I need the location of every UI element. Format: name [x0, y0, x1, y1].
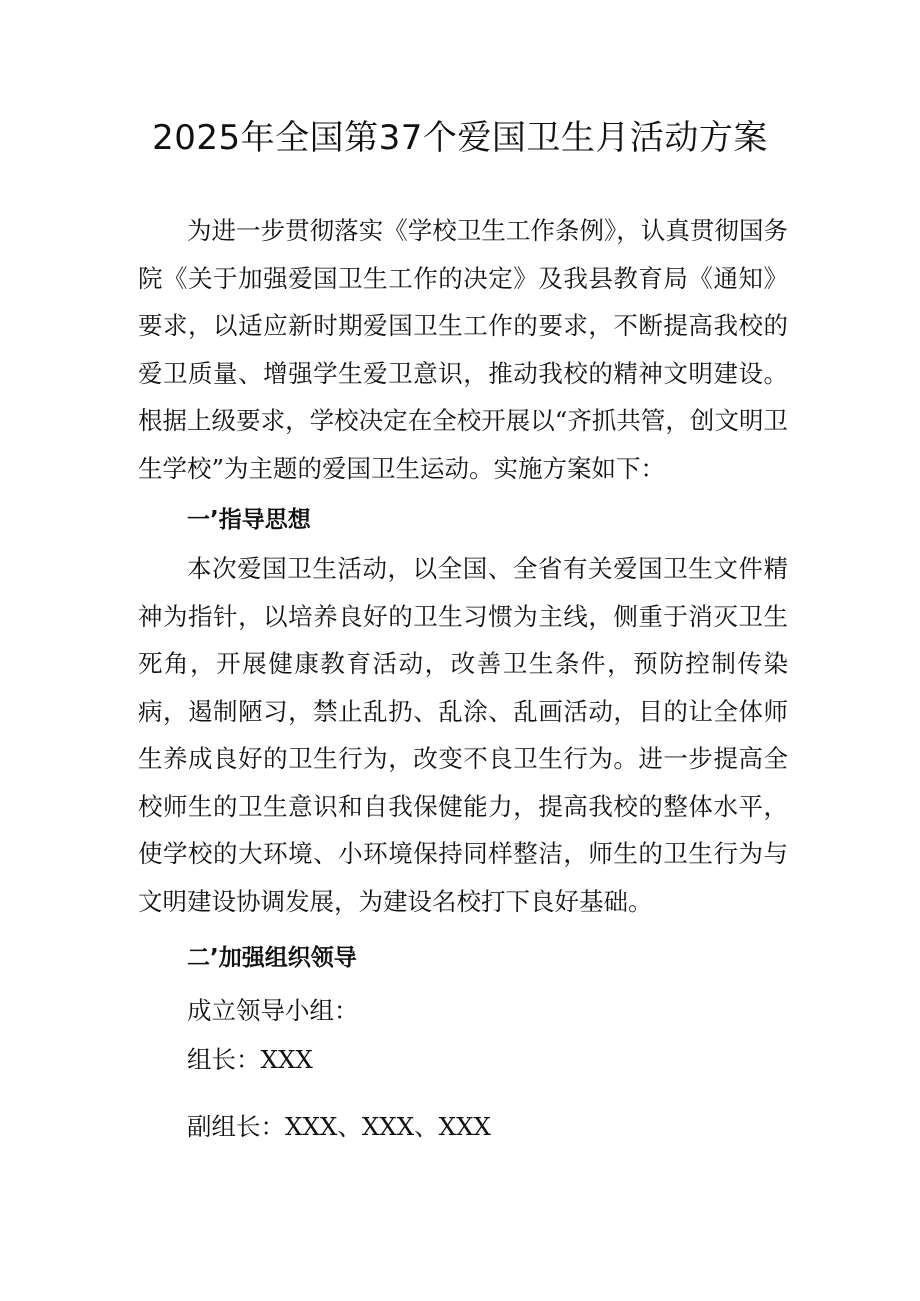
intro-paragraph: 为进一步贯彻落实《学校卫生工作条例》，认真贯彻国务院《关于加强爱国卫生工作的决定》及我县教育局《通知》要求，以适应新时期爱国卫生工作的要求，不断提高我校的爱卫质量、增强学生爱卫意识，推动我校的精神文明建设。根据上级要求，学校决定在全校开展以“齐抓共管，创文明卫生学校”为主题的爱国卫生运动。实施方案如下： [138, 216, 788, 483]
section-heading-guiding-ideology: 一’指导思想 [187, 507, 311, 533]
leadership-group-line: 成立领导小组： [187, 996, 359, 1025]
group-leader-line: 组长：XXX [187, 1045, 313, 1074]
guiding-ideology-paragraph: 本次爱国卫生活动，以全国、全省有关爱国卫生文件精神为指针，以培养良好的卫生习惯为主线，侧重于消灭卫生死角，开展健康教育活动，改善卫生条件，预防控制传染病，遏制陋习，禁止乱扔、乱涂、乱画活动，目的让全体师生养成良好的卫生行为，改变不良卫生行为。进一步提高全校师生的卫生意识和自我保健能力，提高我校的整体水平，使学校的大环境、小环境保持同样整洁，师生的卫生行为与文明建设协调发展，为建设名校打下良好基础。 [138, 554, 788, 916]
section-heading-organization-leadership: 二’加强组织领导 [187, 945, 357, 971]
document-title: 2025年全国第37个爱国卫生月活动方案 [152, 118, 768, 158]
deputy-leader-line: 副组长：XXX、XXX、XXX [187, 1112, 491, 1141]
